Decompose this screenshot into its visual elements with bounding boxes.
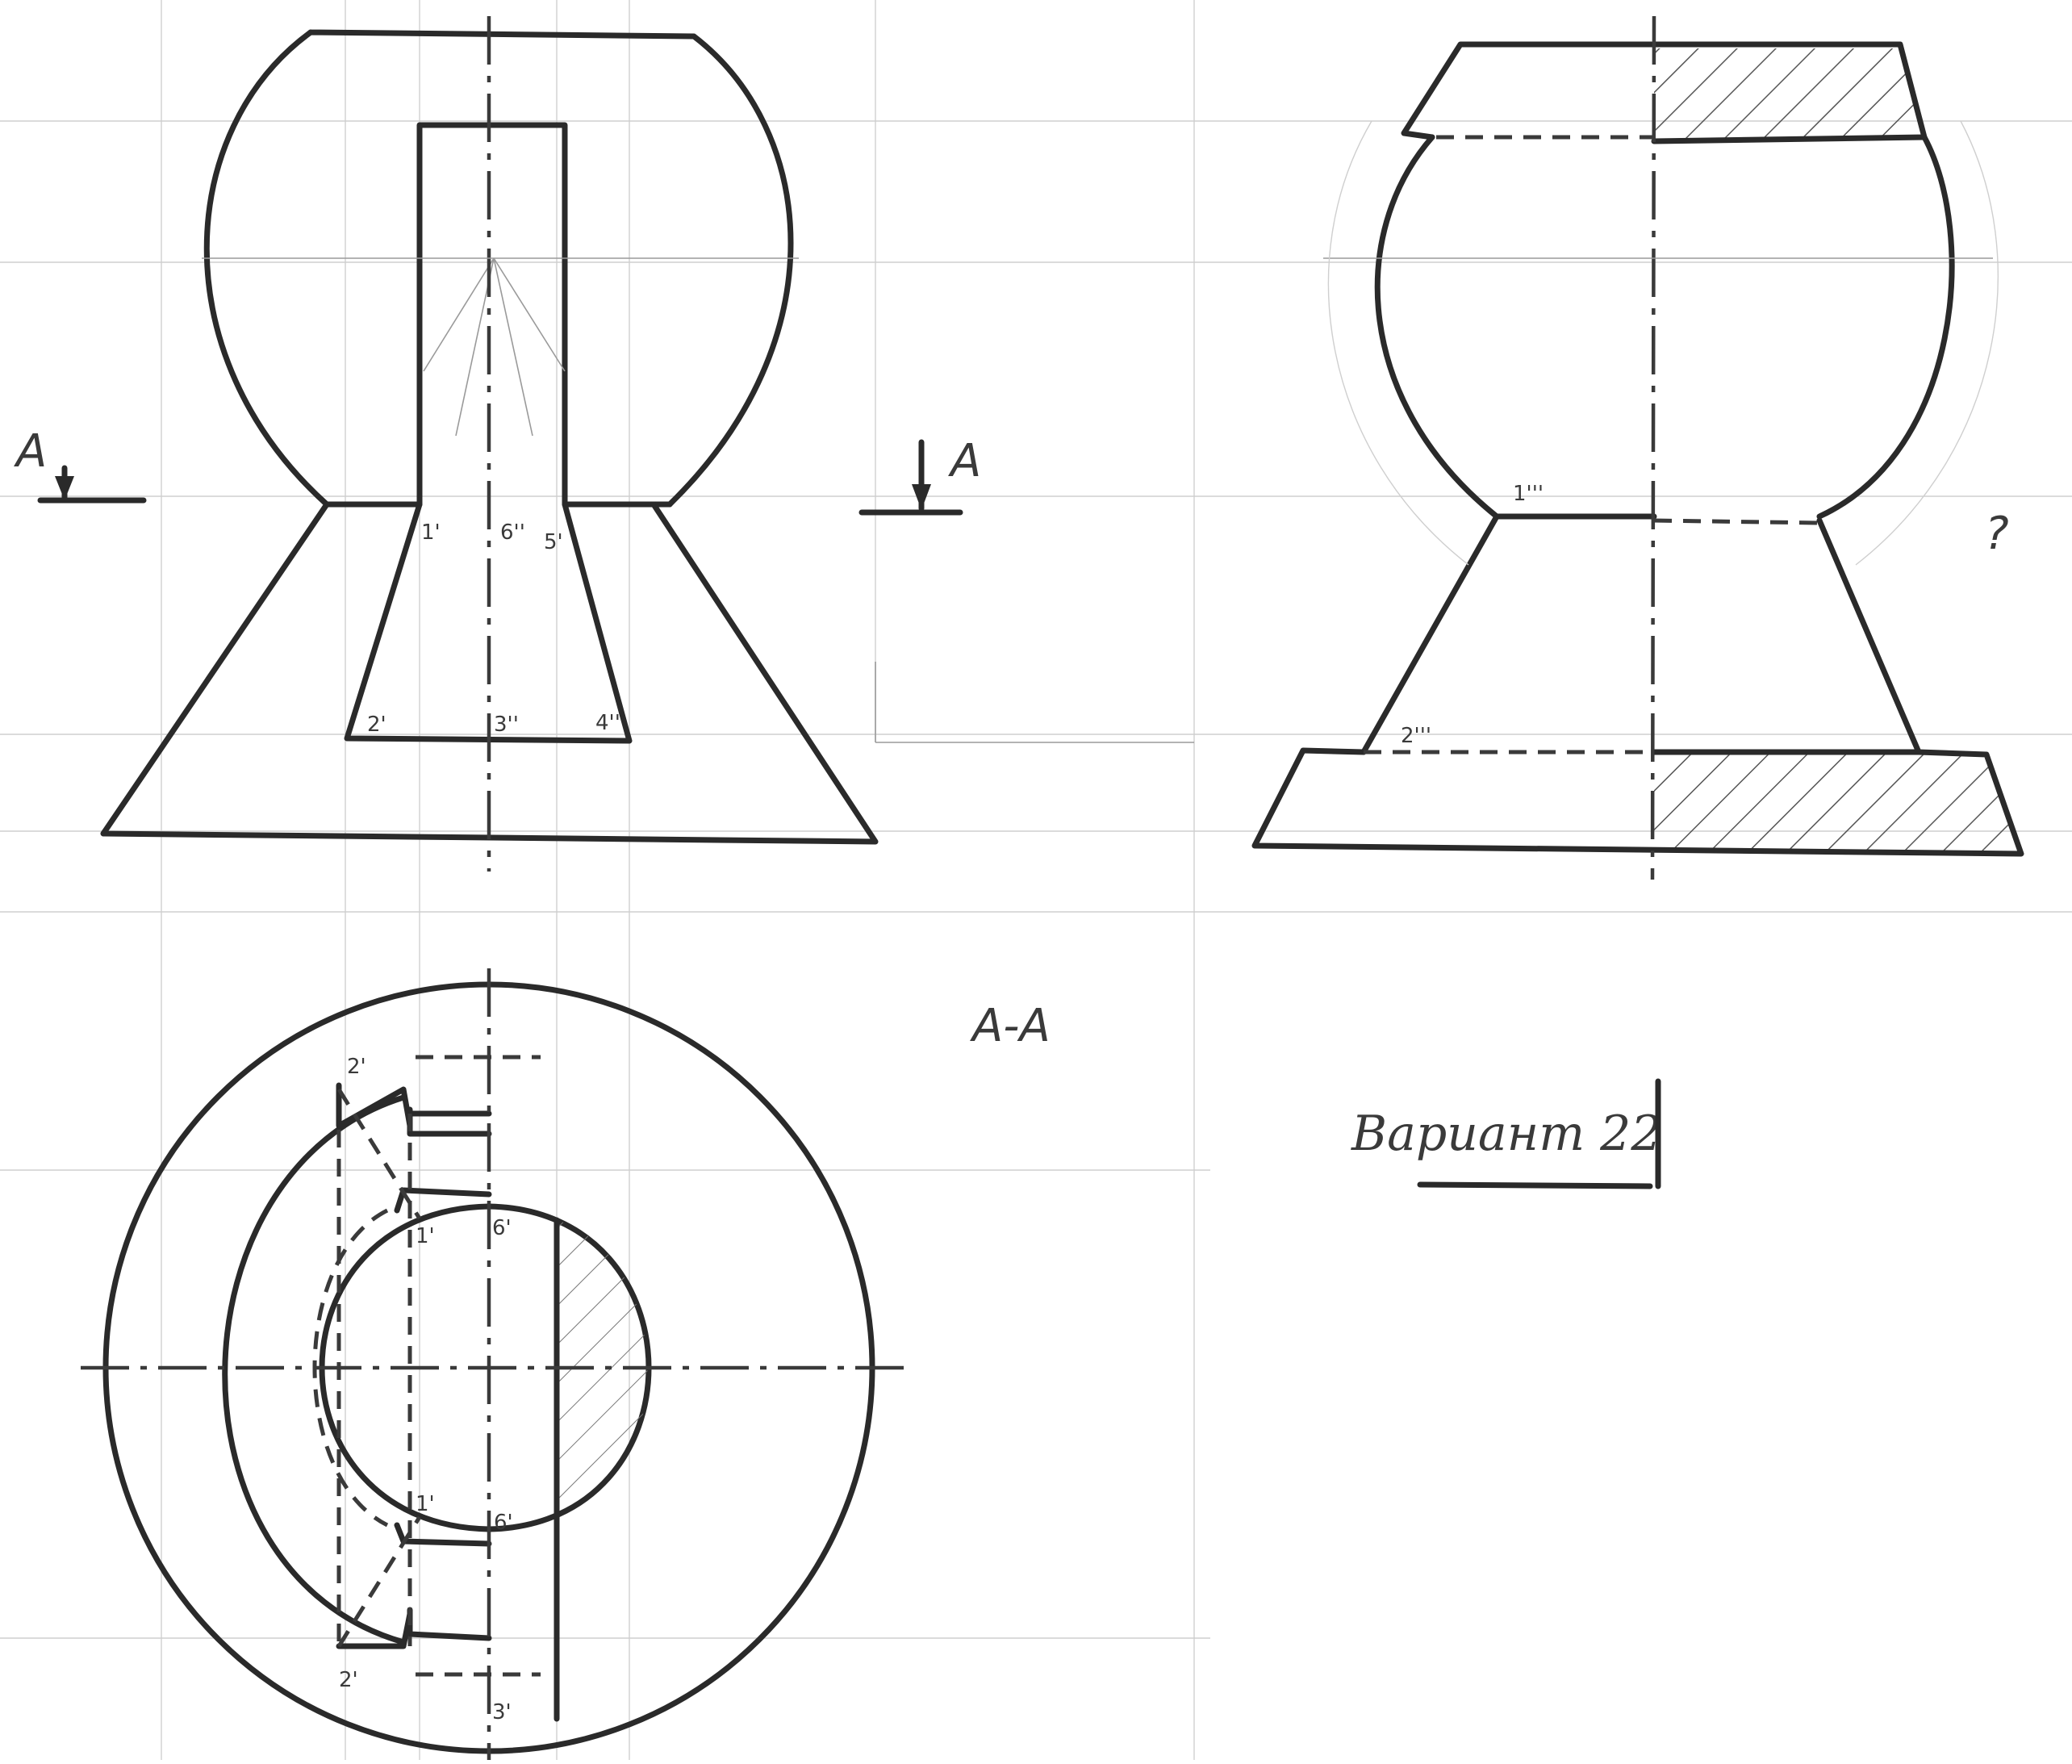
point-label: 2''' (1401, 724, 1431, 748)
point-label: 1' (421, 520, 441, 545)
point-label: 1''' (1513, 482, 1544, 506)
point-label: 5' (544, 530, 563, 554)
point-label: 6' (494, 1511, 513, 1535)
point-label: 2' (347, 1055, 366, 1079)
point-label: 4'' (595, 711, 620, 735)
variant-title: Вариант 22 (1351, 1106, 1662, 1162)
section-mark-right: A (950, 435, 982, 487)
section-mark-left: A (16, 425, 48, 478)
point-label: 3' (492, 1700, 512, 1724)
side-view-note: ? (1985, 508, 2009, 560)
point-label: 2' (367, 713, 386, 737)
title-block (1351, 1081, 1662, 1186)
point-label: 3'' (494, 713, 519, 737)
point-label: 1' (416, 1492, 435, 1516)
side-hatch-top (1654, 48, 1924, 141)
side-view (1255, 16, 2021, 880)
front-sphere-outline (207, 32, 791, 504)
front-view (14, 16, 981, 872)
point-label: 6' (492, 1216, 512, 1240)
side-hatch-base (1654, 750, 2017, 851)
point-label: 1' (416, 1224, 435, 1248)
top-view (81, 968, 1051, 1760)
section-title: A-A (972, 1000, 1051, 1052)
point-label: 2' (339, 1668, 358, 1692)
point-label: 6'' (500, 520, 525, 545)
